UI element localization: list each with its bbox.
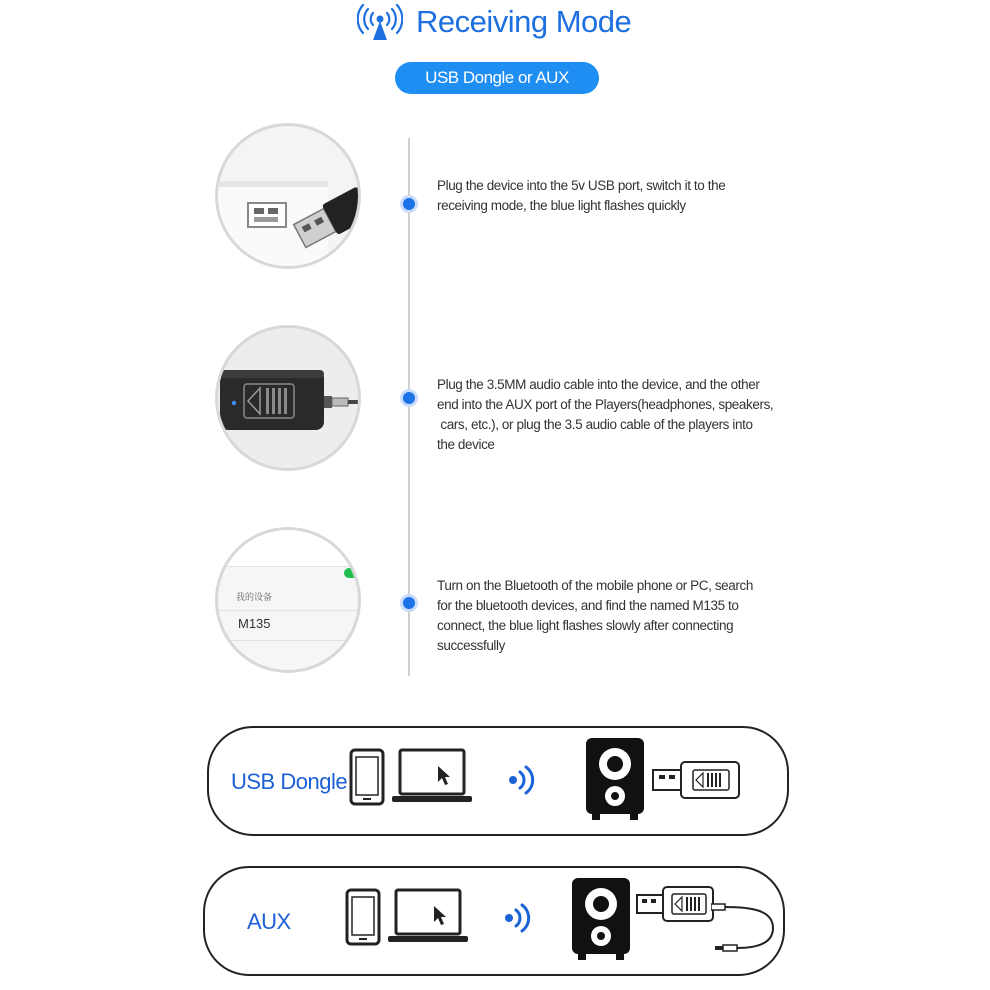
aux-cable-photo (215, 325, 361, 471)
step-2-text (437, 375, 773, 455)
step-3-line-4: successfully (437, 638, 505, 653)
page-title: Receiving Mode (416, 4, 632, 39)
signal-icon (507, 764, 537, 796)
mode-badge: USB Dongle or AUX (395, 62, 599, 94)
wifi-tower-icon (357, 2, 403, 42)
usb-port-photo (215, 123, 361, 269)
speaker-icon (570, 876, 632, 962)
timeline-line (408, 138, 410, 676)
device-name: M135 (238, 616, 271, 631)
step-1-line-2: receiving mode, the blue light flashes quickly (437, 198, 686, 213)
laptop-icon (388, 888, 468, 946)
usb-dongle-label: USB Dongle (231, 769, 348, 794)
step-2-line-4: the device (437, 437, 495, 452)
step-2-line-1: Plug the 3.5MM audio cable into the device, and the other (437, 377, 760, 392)
step-2-line-2: end into the AUX port of the Players(headphones, speakers, (437, 397, 774, 412)
laptop-icon (392, 748, 472, 806)
usb-dongle-mode-panel (207, 726, 789, 836)
step-3-line-1: Turn on the Bluetooth of the mobile phone or PC, search (437, 578, 753, 593)
aux-cable-icon (711, 890, 781, 960)
step-1-text (437, 176, 725, 216)
usb-dongle-icon (635, 884, 717, 924)
bluetooth-device-screen (215, 527, 361, 673)
step-1-line-1: Plug the device into the 5v USB port, switch it to the (437, 178, 726, 193)
aux-mode-panel (203, 866, 785, 976)
step-3-line-3: connect, the blue light flashes slowly after connecting (437, 618, 734, 633)
step-3-line-2: for the bluetooth devices, and find the named M135 to (437, 598, 739, 613)
usb-dongle-icon (651, 758, 743, 802)
phone-icon (345, 888, 381, 946)
timeline-dot-2 (403, 392, 415, 404)
step-2-line-3: cars, etc.), or plug the 3.5 audio cable of the players into (437, 417, 753, 432)
step-3-text (437, 576, 753, 656)
timeline-dot-3 (403, 597, 415, 609)
timeline-dot-1 (403, 198, 415, 210)
device-list-header: 我的设备 (236, 592, 273, 602)
header (0, 0, 990, 50)
signal-icon (503, 902, 533, 934)
aux-label: AUX (247, 909, 291, 934)
speaker-icon (584, 736, 646, 822)
phone-icon (349, 748, 385, 806)
